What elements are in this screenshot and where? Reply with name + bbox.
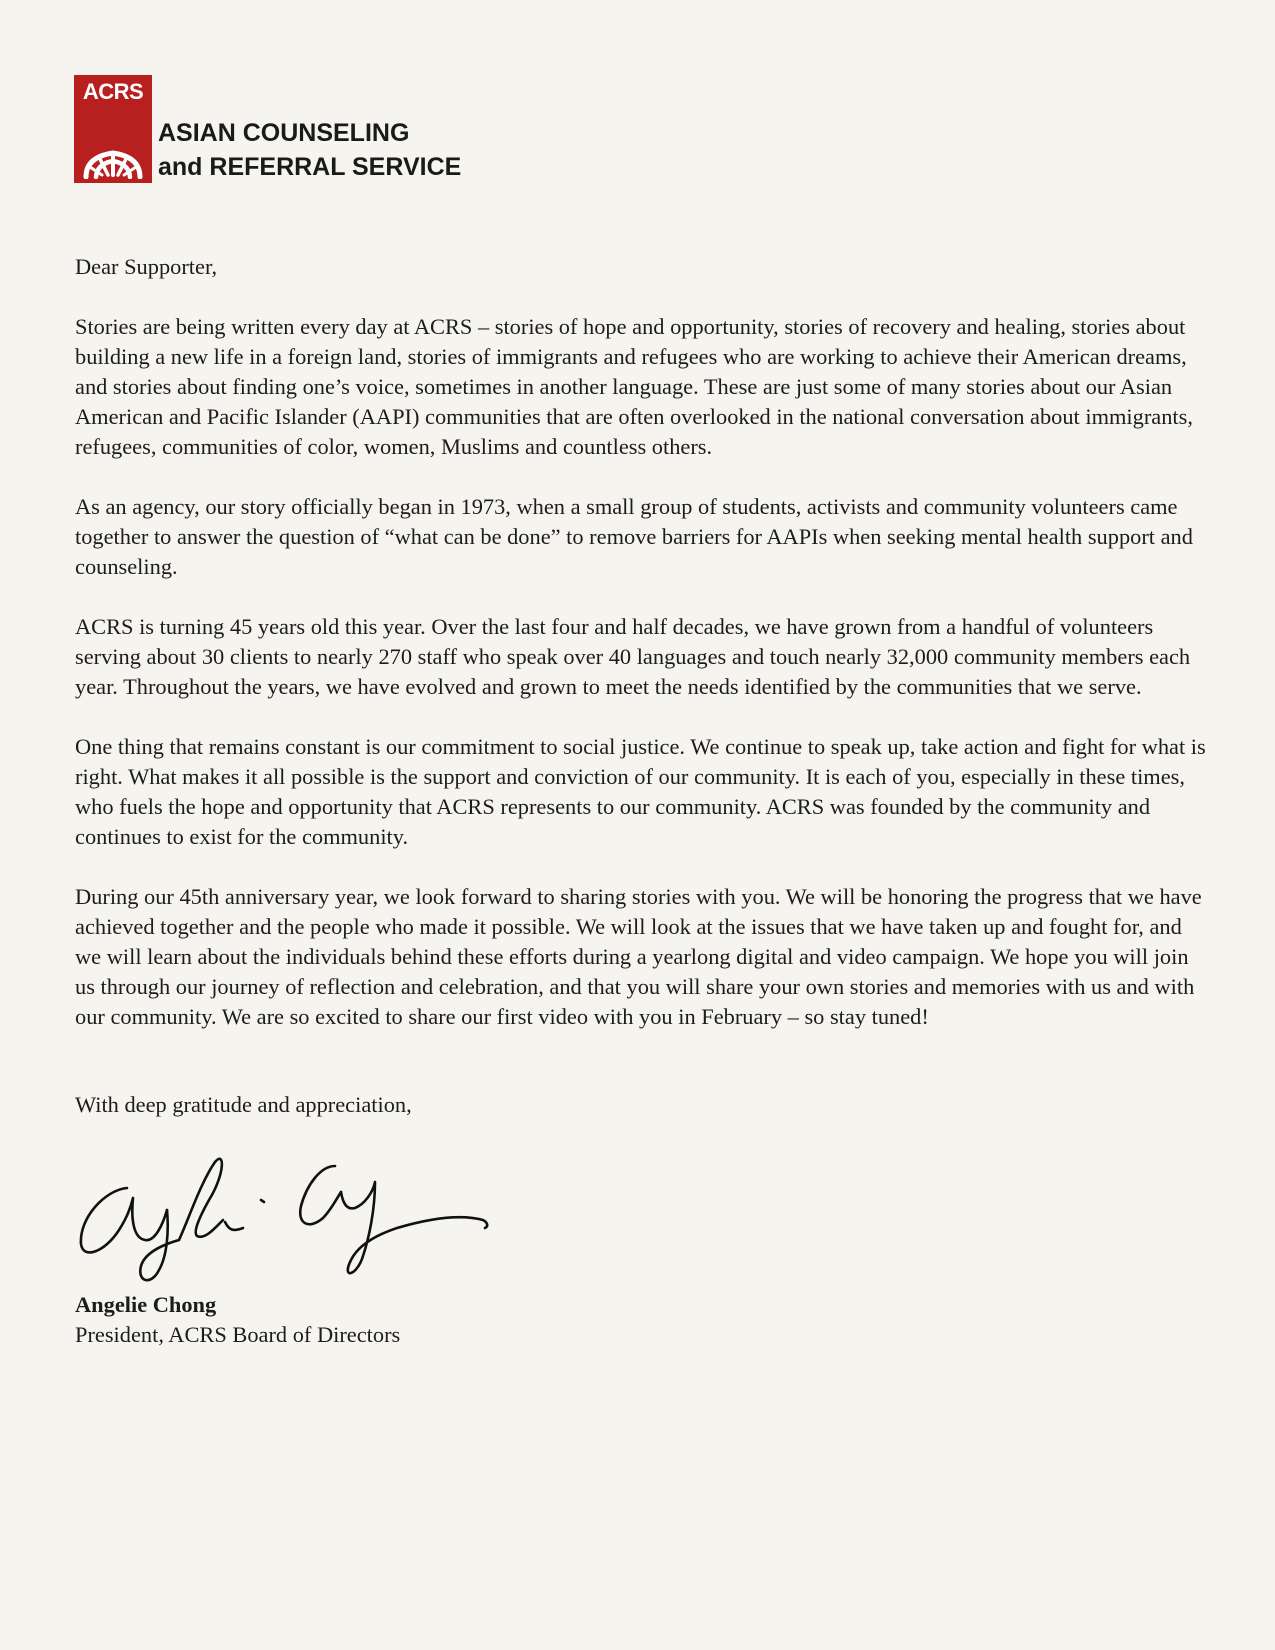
logo-red-box <box>74 75 152 183</box>
organization-name-line1: ASIAN COUNSELING <box>158 119 410 147</box>
paragraph: During our 45th anniversary year, we look forward to sharing stories with you. We will be honoring the progress that we have achieved together and the people who made it possible. We will look at the issues that we have taken up and fought for, and we will learn about the individuals behind these efforts during a yearlong digital and video campaign. We hope you will join us through our journey of reflection and celebration, and that you will share your own stories and memories with us and with our community. We are so excited to share our first video with you in February – so stay tuned! <box>75 884 1202 1029</box>
paragraph: ACRS is turning 45 years old this year. Over the last four and half decades, we have grown from a handful of volunteers serving about 30 clients to nearly 270 staff who speak over 40 languages and touch nearly 32,000 community members each year. Throughout the years, we have evolved and grown to meet the needs identified by the communities that we serve. <box>75 614 1191 699</box>
organization-logo <box>74 75 462 183</box>
paragraph: As an agency, our story officially began in 1973, when a small group of students, activists and community volunteers came together to answer the question of “what can be done” to remove barriers for AAPIs when seeking mental health support and counseling. <box>75 494 1193 579</box>
closing: With deep gratitude and appreciation, <box>75 1092 412 1117</box>
paragraph: Stories are being written every day at ACRS – stories of hope and opportunity, stories of recovery and healing, stories about building a new life in a foreign land, stories of immigrants and refugees who are working to achieve their American dreams, and stories about finding one’s voice, sometimes in another language. These are just some of many stories about our Asian American and Pacific Islander (AAPI) communities that are often overlooked in the national conversation about immigrants, refugees, communities of color, women, Muslims and countless others. <box>75 314 1193 459</box>
handwritten-signature-icon <box>75 1148 515 1288</box>
organization-name-line2: and REFERRAL SERVICE <box>158 153 462 181</box>
letter-body <box>75 252 1210 1350</box>
salutation: Dear Supporter, <box>75 254 218 279</box>
sunrise-logo-icon <box>80 143 146 179</box>
logo-abbreviation: ACRS <box>82 79 144 104</box>
signer-name: Angelie Chong <box>75 1292 217 1317</box>
signer-title: President, ACRS Board of Directors <box>75 1322 401 1347</box>
paragraph: One thing that remains constant is our commitment to social justice. We continue to speak up, take action and fight for what is right. What makes it all possible is the support and conviction of our community. It is each of you, especially in these times, who fuels the hope and opportunity that ACRS represents to our community. ACRS was founded by the community and continues to exist for the community. <box>75 734 1206 849</box>
